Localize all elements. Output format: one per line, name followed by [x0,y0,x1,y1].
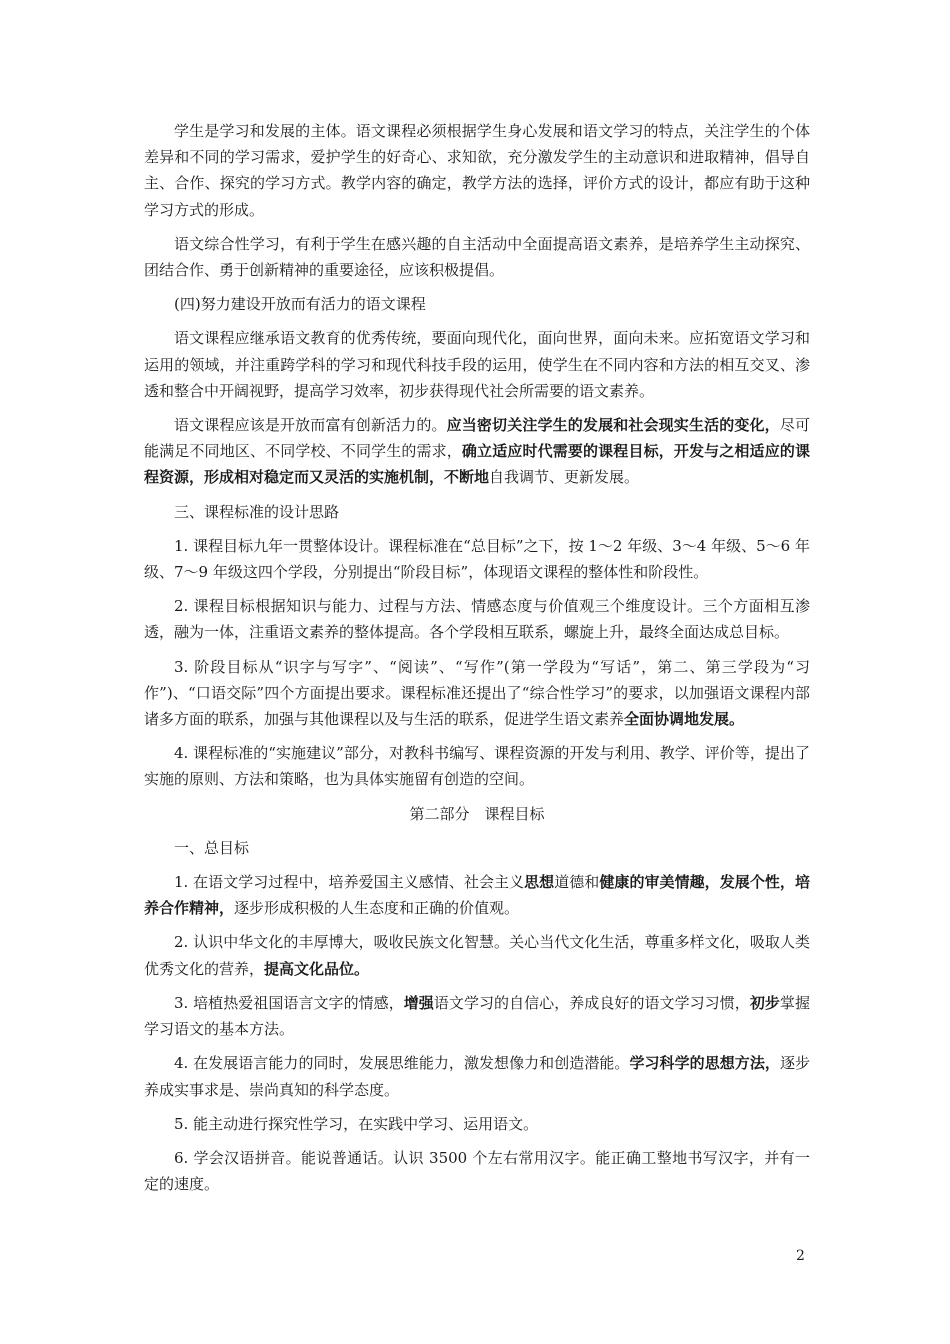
text-run: 道德和 [554,873,600,892]
text-run: 3. 培植热爱祖国语言文字的情感， [174,993,404,1012]
body-paragraph [144,499,810,525]
bold-text: 思想 [524,873,555,892]
body-paragraph [144,118,810,223]
text-run: 1. 课程目标九年一贯整体设计。课程标准在“总目标”之下，按 1～2 年级、3～4 年级、5～6 年级、7～9 年级这四个学段，分别提出“阶段目标”，体现语文课程的整体性和阶段性。 [144,536,810,582]
text-run: 语文课程应继承语文教育的优秀传统，要面向现代化，面向世界，面向未来。应拓宽语文学习和运用的领域，并注重跨学科的学习和现代科技手段的运用，使学生在不同内容和方法的相互交叉、渗透和整合中开阔视野，提高学习效率，初步获得现代社会所需要的语文素养。 [144,329,810,400]
bold-text: 增强 [403,993,434,1012]
body-paragraph [144,1111,810,1137]
text-run: 4. 课程标准的“实施建议”部分，对教科书编写、课程资源的开发与利用、教学、评价等，提出了实施的原则、方法和策略，也为具体实施留有创造的空间。 [144,744,810,789]
text-run: 一、总目标 [174,838,250,857]
bold-text: 健康的审美情趣，发展个性，培养合作精神， [144,873,810,918]
text-run: 2. 课程目标根据知识与能力、过程与方法、情感态度与价值观三个维度设计。三个方面相互渗透，融为一体，注重语文素养的整体提高。各个学段相互联系，螺旋上升，最终全面达成总目标。 [144,597,810,642]
body-paragraph [144,412,810,491]
document-body [144,118,810,1205]
text-run: 第二部分 课程目标 [409,804,545,823]
body-paragraph [144,533,810,585]
body-paragraph [144,1050,810,1102]
text-run: 4. 在发展语言能力的同时，发展思维能力，激发想像力和创造潜能。 [174,1054,630,1073]
text-run: 6. 学会汉语拼音。能说普通话。认识 3500 个左右常用汉字。能正确工整地书写汉字，并有一定的速度。 [144,1148,810,1194]
bold-text: 学习科学的思想方法， [629,1054,780,1073]
body-paragraph [144,1145,810,1197]
text-run: 逐步形成积极的人生态度和正确的价值观。 [234,899,520,918]
bold-text: 初步 [749,993,780,1012]
body-paragraph [144,593,810,645]
body-paragraph [144,231,810,283]
body-paragraph [144,869,810,921]
text-run: 尽可能满足不同地区、不同学校、不同学生的需求， [144,416,810,461]
body-paragraph [144,325,810,404]
text-run: 2. 认识中华文化的丰厚博大，吸收民族文化智慧。关心当代文化生活，尊重多样文化，吸取人类优秀文化的营养， [144,933,810,978]
text-run: 自我调节、更新发展。 [489,468,640,487]
body-paragraph [144,990,810,1042]
bold-text: 应当密切关注学生的发展和社会现实生活的变化， [446,416,780,435]
text-run: 逐步养成实事求是、崇尚真知的科学态度。 [144,1054,810,1099]
body-paragraph [144,835,810,861]
body-paragraph [144,654,810,733]
bold-text: 提高文化品位。 [264,959,370,978]
bold-text: 全面协调地发展。 [624,710,745,729]
text-run: 语文学习的自信心，养成良好的语文学习习惯， [433,993,750,1012]
body-paragraph [144,291,810,317]
text-run: 3. 阶段目标从“识字与写字”、“阅读”、“写作”(第一学段为“写话”，第二、第三学段为“习作”)、“口语交际”四个方面提出要求。课程标准还提出了“综合性学习”的要求，以加强语文课程内部诸多方面的联系，加强与其他课程以及与生活的联系，促进学生语文素养 [144,657,810,729]
text-run: 掌握学习语文的基本方法。 [144,993,810,1039]
text-run: (四)努力建设开放而有活力的语文课程 [174,295,426,314]
text-run: 1. 在语文学习过程中，培养爱国主义感情、社会主义 [174,873,525,892]
page-number: 2 [796,1248,805,1264]
text-run: 学生是学习和发展的主体。语文课程必须根据学生身心发展和语文学习的特点，关注学生的个体差异和不同的学习需求，爱护学生的好奇心、求知欲，充分激发学生的主动意识和进取精神，倡导自主、合作、探究的学习方式。教学内容的确定，教学方法的选择，评价方式的设计，都应有助于这种学习方式的形成。 [144,122,810,219]
text-run: 语文课程应该是开放而富有创新活力的。 [174,416,447,435]
text-run: 语文综合性学习，有利于学生在感兴趣的自主活动中全面提高语文素养，是培养学生主动探究、团结合作、勇于创新精神的重要途径，应该积极提倡。 [144,234,810,280]
section-heading [144,801,810,827]
bold-text: 确立适应时代需要的课程目标，开发与之相适应的课程资源，形成相对稳定而又灵活的实施机制，不断地 [144,442,810,487]
text-run: 三、课程标准的设计思路 [174,502,340,521]
body-paragraph [144,929,810,981]
text-run: 5. 能主动进行探究性学习，在实践中学习、运用语文。 [174,1114,539,1133]
body-paragraph [144,740,810,792]
